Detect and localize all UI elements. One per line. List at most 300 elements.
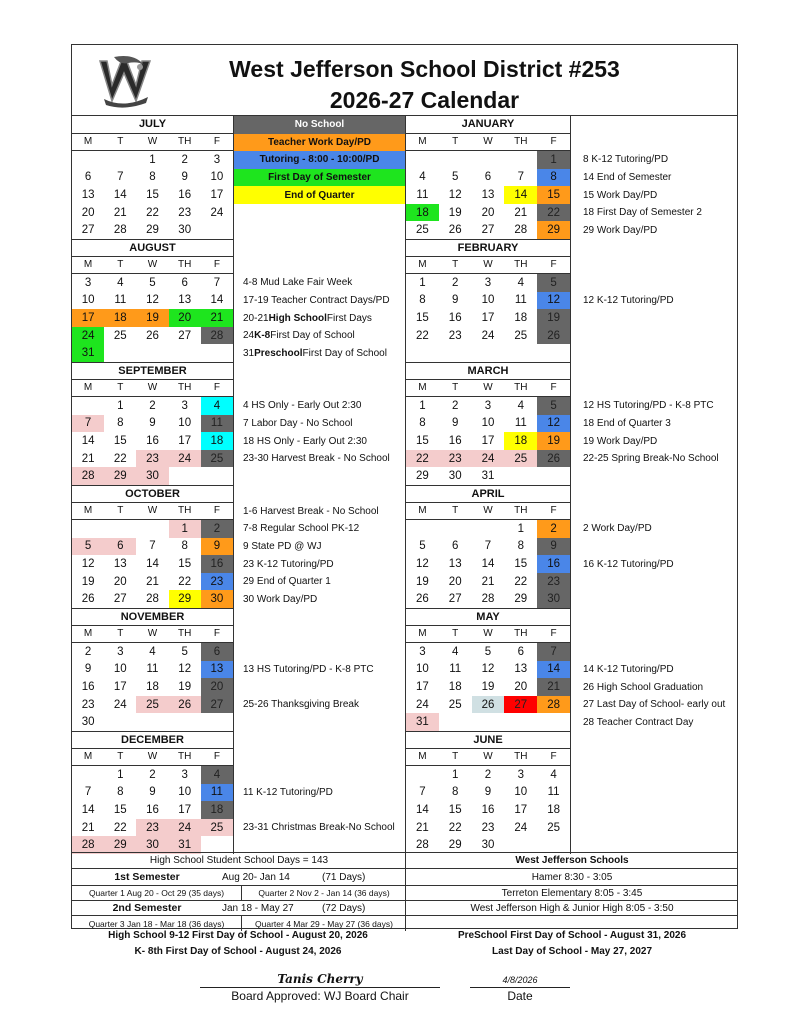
day-cell[interactable]: 13	[514, 663, 528, 676]
day-cell[interactable]: 4	[201, 397, 233, 415]
day-cell[interactable]: 11	[416, 189, 429, 202]
day-cell[interactable]: 11	[514, 417, 527, 430]
day-cell[interactable]: 14	[481, 558, 495, 571]
day-cell[interactable]: 21	[81, 452, 95, 465]
day-cell[interactable]: 21	[113, 206, 127, 219]
day-cell[interactable]: 1	[419, 276, 426, 289]
day-cell[interactable]: 14	[504, 186, 537, 204]
day-cell[interactable]: 13	[178, 294, 192, 307]
day-cell[interactable]: 23	[136, 450, 168, 468]
day-cell[interactable]: 24	[472, 450, 505, 468]
day-cell[interactable]: 17	[72, 309, 104, 327]
day-cell[interactable]: 11	[514, 294, 527, 307]
day-cell[interactable]: 18	[504, 432, 537, 450]
day-cell[interactable]: 13	[481, 189, 495, 202]
day-cell[interactable]: 25	[547, 821, 560, 834]
day-cell[interactable]: 15	[178, 558, 192, 571]
day-cell[interactable]: 18	[146, 681, 159, 694]
day-cell[interactable]: 8	[517, 540, 524, 553]
day-cell[interactable]: 8	[117, 786, 124, 799]
day-cell[interactable]: 22	[448, 821, 462, 834]
day-cell[interactable]: 4	[117, 276, 124, 289]
day-cell[interactable]: 9	[149, 417, 156, 430]
day-cell[interactable]: 23	[81, 698, 95, 711]
day-cell[interactable]: 23	[537, 573, 570, 591]
day-cell[interactable]: 26	[537, 327, 570, 345]
day-cell[interactable]: 14	[537, 661, 570, 679]
day-cell[interactable]: 19	[448, 206, 462, 219]
day-cell[interactable]: 10	[178, 786, 192, 799]
day-cell[interactable]: 21	[481, 575, 495, 588]
day-cell[interactable]: 11	[547, 786, 560, 799]
day-cell[interactable]: 8	[451, 786, 459, 799]
day-cell[interactable]: 3	[419, 645, 426, 658]
day-cell[interactable]: 6	[451, 540, 459, 553]
day-cell[interactable]: 20	[514, 681, 528, 694]
empty-day-cell	[439, 713, 472, 731]
day-cell[interactable]: 12	[481, 663, 495, 676]
day-cell[interactable]: 1	[451, 768, 459, 781]
day-cell[interactable]: 23	[481, 821, 495, 834]
day-cell[interactable]: 26	[537, 450, 570, 468]
day-cell[interactable]: 26	[146, 329, 159, 342]
day-cell[interactable]: 17	[178, 435, 192, 448]
day-cell[interactable]: 10	[416, 663, 429, 676]
day-cell[interactable]: 16	[448, 435, 462, 448]
day-cell[interactable]: 4	[201, 766, 233, 784]
day-cell[interactable]: 2	[484, 768, 492, 781]
day-cell[interactable]: 15	[537, 186, 570, 204]
day-cell[interactable]: 24	[169, 819, 201, 837]
weekday-header-row	[406, 626, 570, 644]
day-cell[interactable]: 8	[181, 540, 188, 553]
day-cell[interactable]: 20	[481, 206, 495, 219]
day-cell[interactable]: 7	[484, 540, 492, 553]
day-cell[interactable]: 16	[146, 804, 159, 817]
day-cell[interactable]: 8	[419, 417, 426, 430]
day-cell[interactable]: 16	[201, 555, 233, 573]
weekday-label: W	[483, 259, 493, 271]
day-cell[interactable]: 20	[448, 575, 462, 588]
day-cell[interactable]: 13	[81, 189, 95, 202]
day-cell[interactable]: 5	[419, 540, 426, 553]
weekday-label: W	[483, 628, 493, 640]
day-cell[interactable]: 30	[81, 716, 95, 729]
day-cell[interactable]: 2	[537, 520, 570, 538]
day-cell[interactable]: 27	[481, 224, 495, 237]
day-cell[interactable]: 5	[181, 645, 188, 658]
day-cell[interactable]: 12	[146, 294, 159, 307]
day-cell[interactable]: 19	[537, 432, 570, 450]
day-cell[interactable]: 31	[406, 713, 439, 731]
day-cell[interactable]: 1	[169, 520, 201, 538]
day-cell[interactable]: 25	[514, 329, 528, 342]
day-cell[interactable]: 2	[149, 768, 156, 781]
day-cell[interactable]: 6	[84, 171, 92, 184]
day-cell[interactable]: 22	[406, 450, 439, 468]
note-text: 11 K-12 Tutoring/PD	[243, 786, 333, 798]
day-cell[interactable]: 28	[481, 593, 495, 606]
day-cell[interactable]: 23	[178, 206, 192, 219]
day-cell[interactable]: 2	[149, 399, 156, 412]
day-cell[interactable]: 8	[149, 171, 156, 184]
day-cell[interactable]: 25	[201, 819, 233, 837]
day-cell[interactable]: 7	[84, 786, 92, 799]
day-cell[interactable]: 17	[210, 189, 224, 202]
day-cell[interactable]: 28	[72, 836, 104, 854]
day-cell[interactable]: 14	[81, 804, 95, 817]
day-cell[interactable]: 19	[136, 309, 168, 327]
day-cell[interactable]: 1	[419, 399, 426, 412]
day-cell[interactable]: 26	[416, 593, 429, 606]
day-cell[interactable]: 22	[113, 821, 127, 834]
day-cell[interactable]: 17	[178, 804, 192, 817]
day-cell[interactable]: 27	[178, 329, 192, 342]
day-cell[interactable]: 30	[178, 224, 192, 237]
day-cell[interactable]: 24	[514, 821, 528, 834]
day-cell[interactable]: 21	[201, 309, 233, 327]
day-cell[interactable]: 19	[81, 575, 95, 588]
day-cell[interactable]: 25	[201, 450, 233, 468]
day-cell[interactable]: 30	[481, 839, 495, 852]
day-cell[interactable]: 26	[81, 593, 95, 606]
day-cell[interactable]: 5	[484, 645, 492, 658]
day-cell[interactable]: 3	[181, 768, 188, 781]
week-row	[406, 327, 570, 345]
day-cell[interactable]: 7	[419, 786, 426, 799]
day-cell[interactable]: 4	[517, 276, 524, 289]
day-cell[interactable]: 22	[113, 452, 127, 465]
day-cell[interactable]: 28	[514, 224, 528, 237]
day-cell[interactable]: 21	[416, 821, 429, 834]
day-cell[interactable]: 17	[416, 681, 429, 694]
day-cell[interactable]: 9	[84, 663, 92, 676]
day-cell[interactable]: 9	[451, 417, 459, 430]
day-cell[interactable]: 28	[113, 224, 127, 237]
day-cell[interactable]: 29	[169, 590, 201, 608]
day-cell[interactable]: 26	[472, 696, 505, 714]
day-cell[interactable]: 22	[146, 206, 159, 219]
day-cell[interactable]: 4	[149, 645, 156, 658]
weekday-label: T	[452, 382, 459, 394]
day-cell[interactable]: 3	[117, 645, 124, 658]
day-cell[interactable]: 18	[201, 432, 233, 450]
day-cell[interactable]: 24	[169, 450, 201, 468]
day-cell[interactable]: 7	[72, 415, 104, 433]
day-cell[interactable]: 3	[484, 399, 492, 412]
day-cell[interactable]: 7	[149, 540, 156, 553]
day-cell[interactable]: 1	[537, 151, 570, 169]
school-hours-terreton: Terreton Elementary 8:05 - 3:45	[406, 886, 738, 901]
day-cell[interactable]: 27	[81, 224, 95, 237]
day-cell[interactable]: 25	[113, 329, 127, 342]
day-cell[interactable]: 19	[537, 309, 570, 327]
empty-note	[234, 766, 405, 784]
day-cell[interactable]: 12	[448, 189, 462, 202]
day-cell[interactable]: 28	[537, 696, 570, 714]
day-cell[interactable]: 24	[210, 206, 224, 219]
day-cell[interactable]: 3	[517, 768, 524, 781]
day-cell[interactable]: 29	[537, 221, 570, 239]
day-cell[interactable]: 15	[113, 435, 127, 448]
day-cell[interactable]: 23	[448, 329, 462, 342]
day-cell[interactable]: 11	[449, 663, 462, 676]
day-cell[interactable]: 23	[201, 573, 233, 591]
month-june	[406, 731, 571, 854]
day-cell[interactable]: 15	[146, 189, 159, 202]
weekday-header-row	[72, 134, 233, 152]
day-cell[interactable]: 29	[104, 467, 136, 485]
day-cell[interactable]: 6	[201, 643, 233, 661]
day-cell[interactable]: 12	[537, 292, 570, 310]
day-cell[interactable]: 2	[201, 520, 233, 538]
day-cell[interactable]: 1	[517, 522, 524, 535]
week-row	[406, 713, 570, 731]
event-note	[234, 309, 405, 327]
day-cell[interactable]: 24	[113, 698, 127, 711]
day-cell[interactable]: 31	[481, 470, 495, 483]
week-row	[406, 432, 570, 450]
week-row	[72, 432, 233, 450]
day-cell[interactable]: 20	[169, 309, 201, 327]
right-notes-column	[571, 608, 738, 731]
right-notes-column	[571, 362, 738, 485]
day-cell[interactable]: 6	[181, 276, 188, 289]
weekday-header-row	[72, 257, 233, 275]
day-cell[interactable]: 5	[149, 276, 156, 289]
day-cell[interactable]: 9	[201, 538, 233, 556]
day-cell[interactable]: 30	[448, 470, 462, 483]
day-cell[interactable]: 21	[81, 821, 95, 834]
empty-day-cell	[72, 520, 104, 538]
day-cell[interactable]: 3	[84, 276, 92, 289]
day-cell[interactable]: 8	[419, 294, 426, 307]
day-cell[interactable]: 9	[537, 538, 570, 556]
empty-note	[234, 485, 405, 503]
weekday-label: F	[550, 136, 557, 148]
week-row	[406, 204, 570, 222]
day-cell[interactable]: 22	[178, 575, 192, 588]
day-cell[interactable]: 29	[104, 836, 136, 854]
day-cell[interactable]: 15	[448, 804, 462, 817]
day-cell[interactable]: 26	[169, 696, 201, 714]
day-cell[interactable]: 16	[81, 681, 95, 694]
day-cell[interactable]: 8	[117, 417, 124, 430]
day-cell[interactable]: 18	[547, 804, 560, 817]
day-cell[interactable]: 30	[136, 467, 168, 485]
day-cell[interactable]: 23	[439, 450, 472, 468]
day-cell[interactable]: 20	[201, 678, 233, 696]
day-cell[interactable]: 11	[114, 294, 127, 307]
note-text: First Days	[326, 312, 372, 324]
empty-note	[571, 503, 738, 521]
day-cell[interactable]: 29	[514, 593, 528, 606]
day-cell[interactable]: 18	[448, 681, 462, 694]
day-cell[interactable]: 22	[537, 204, 570, 222]
day-cell[interactable]: 10	[481, 294, 495, 307]
day-cell[interactable]: 14	[416, 804, 429, 817]
day-cell[interactable]: 10	[210, 171, 224, 184]
day-cell[interactable]: 2	[451, 276, 459, 289]
day-cell[interactable]: 4	[550, 768, 557, 781]
day-cell[interactable]: 10	[481, 417, 495, 430]
month-february	[406, 239, 571, 362]
day-cell[interactable]: 26	[448, 224, 462, 237]
day-cell[interactable]: 12	[178, 663, 192, 676]
day-cell[interactable]: 27	[504, 696, 537, 714]
day-cell[interactable]: 22	[416, 329, 429, 342]
day-cell[interactable]: 18	[406, 204, 439, 222]
day-cell[interactable]: 16	[178, 189, 192, 202]
day-cell[interactable]: 25	[136, 696, 168, 714]
weekday-label: W	[483, 136, 493, 148]
day-cell[interactable]: 7	[517, 171, 524, 184]
day-cell[interactable]: 3	[181, 399, 188, 412]
empty-day-cell	[537, 467, 570, 485]
day-cell[interactable]: 14	[210, 294, 224, 307]
event-note: 29 Work Day/PD	[583, 224, 658, 236]
day-cell[interactable]: 7	[117, 171, 124, 184]
day-cell[interactable]: 17	[481, 312, 495, 325]
day-cell[interactable]: 9	[149, 786, 156, 799]
day-cell[interactable]: 1	[117, 399, 124, 412]
day-cell[interactable]: 12	[416, 558, 429, 571]
day-cell[interactable]: 6	[517, 645, 524, 658]
day-cell[interactable]: 30	[537, 590, 570, 608]
day-cell[interactable]: 21	[514, 206, 528, 219]
day-cell[interactable]: 10	[178, 417, 192, 430]
day-cell[interactable]: 3	[213, 153, 221, 166]
day-cell[interactable]: 8	[537, 169, 570, 187]
day-cell[interactable]: 12	[537, 415, 570, 433]
day-cell[interactable]: 13	[113, 558, 127, 571]
day-cell[interactable]: 20	[113, 575, 127, 588]
day-cell[interactable]: 16	[146, 435, 159, 448]
day-cell[interactable]: 14	[81, 435, 95, 448]
day-cell[interactable]: 21	[537, 678, 570, 696]
day-cell[interactable]: 4	[419, 171, 426, 184]
day-cell[interactable]: 6	[484, 171, 492, 184]
day-cell[interactable]: 24	[72, 327, 104, 345]
day-cell[interactable]: 19	[178, 681, 192, 694]
day-cell[interactable]: 31	[72, 344, 104, 362]
day-cell[interactable]: 28	[201, 327, 233, 345]
day-cell[interactable]: 17	[481, 435, 495, 448]
day-cell[interactable]: 16	[481, 804, 495, 817]
day-cell[interactable]: 17	[113, 681, 127, 694]
weekday-label: M	[83, 382, 93, 394]
day-cell[interactable]: 23	[136, 819, 168, 837]
day-cell[interactable]: 11	[201, 784, 233, 802]
day-cell[interactable]: 13	[448, 558, 462, 571]
day-cell[interactable]: 28	[416, 839, 429, 852]
day-cell[interactable]: 2	[84, 645, 92, 658]
day-cell[interactable]: 10	[81, 294, 95, 307]
day-cell[interactable]: 29	[146, 224, 159, 237]
day-cell[interactable]: 25	[504, 450, 537, 468]
day-cell[interactable]: 22	[514, 575, 528, 588]
day-cell[interactable]: 25	[416, 224, 429, 237]
day-cell[interactable]: 18	[514, 312, 528, 325]
day-cell[interactable]: 5	[537, 397, 570, 415]
empty-day-cell	[72, 397, 104, 415]
day-cell[interactable]: 2	[181, 153, 188, 166]
day-cell[interactable]: 15	[514, 558, 528, 571]
day-cell[interactable]: 11	[201, 415, 233, 433]
day-cell[interactable]: 19	[416, 575, 429, 588]
day-cell[interactable]: 9	[451, 294, 459, 307]
weekday-label: T	[117, 628, 124, 640]
day-cell[interactable]: 24	[416, 698, 429, 711]
day-cell[interactable]: 5	[537, 274, 570, 292]
week-row	[72, 467, 233, 485]
day-cell[interactable]: 16	[448, 312, 462, 325]
day-cell[interactable]: 3	[484, 276, 492, 289]
day-cell[interactable]: 5	[72, 538, 104, 556]
day-cell[interactable]: 21	[146, 575, 159, 588]
empty-note	[571, 608, 738, 626]
day-cell[interactable]: 10	[113, 663, 127, 676]
weekday-label: M	[418, 628, 427, 640]
day-cell[interactable]: 10	[514, 786, 528, 799]
day-cell[interactable]: 18	[104, 309, 136, 327]
day-cell[interactable]: 1	[117, 768, 124, 781]
day-cell[interactable]: 5	[451, 171, 459, 184]
day-cell[interactable]: 27	[113, 593, 127, 606]
weekday-label: T	[117, 259, 124, 271]
day-cell[interactable]: 28	[146, 593, 159, 606]
day-cell[interactable]: 19	[481, 681, 495, 694]
day-cell[interactable]: 9	[484, 786, 492, 799]
day-cell[interactable]: 17	[514, 804, 528, 817]
day-cell[interactable]: 18	[201, 801, 233, 819]
day-cell[interactable]: 16	[537, 555, 570, 573]
day-cell[interactable]: 15	[113, 804, 127, 817]
day-cell[interactable]: 20	[81, 206, 95, 219]
day-cell[interactable]: 4	[451, 645, 459, 658]
day-cell[interactable]: 1	[149, 153, 156, 166]
day-cell[interactable]: 15	[416, 435, 429, 448]
day-cell[interactable]: 13	[201, 661, 233, 679]
day-cell[interactable]: 28	[72, 467, 104, 485]
day-cell[interactable]: 27	[201, 696, 233, 714]
day-cell[interactable]: 7	[213, 276, 221, 289]
day-cell[interactable]: 7	[537, 643, 570, 661]
day-cell[interactable]: 30	[136, 836, 168, 854]
empty-note	[234, 749, 405, 767]
day-cell[interactable]: 14	[146, 558, 159, 571]
day-cell[interactable]: 9	[181, 171, 188, 184]
day-cell[interactable]: 12	[81, 558, 95, 571]
day-cell[interactable]: 14	[113, 189, 127, 202]
day-cell[interactable]: 25	[448, 698, 462, 711]
day-cell[interactable]: 29	[416, 470, 429, 483]
day-cell[interactable]: 27	[448, 593, 462, 606]
week-row	[72, 713, 233, 731]
day-cell[interactable]: 2	[451, 399, 459, 412]
day-cell[interactable]: 4	[517, 399, 524, 412]
legend-orange: Teacher Work Day/PD	[234, 134, 405, 152]
day-cell[interactable]: 31	[169, 836, 201, 854]
day-cell[interactable]: 6	[104, 538, 136, 556]
day-cell[interactable]: 11	[146, 663, 159, 676]
day-cell[interactable]: 30	[201, 590, 233, 608]
day-cell[interactable]: 24	[481, 329, 495, 342]
day-cell[interactable]: 15	[416, 312, 429, 325]
day-cell[interactable]: 29	[448, 839, 462, 852]
empty-day-cell	[201, 713, 233, 731]
week-row	[406, 801, 570, 819]
